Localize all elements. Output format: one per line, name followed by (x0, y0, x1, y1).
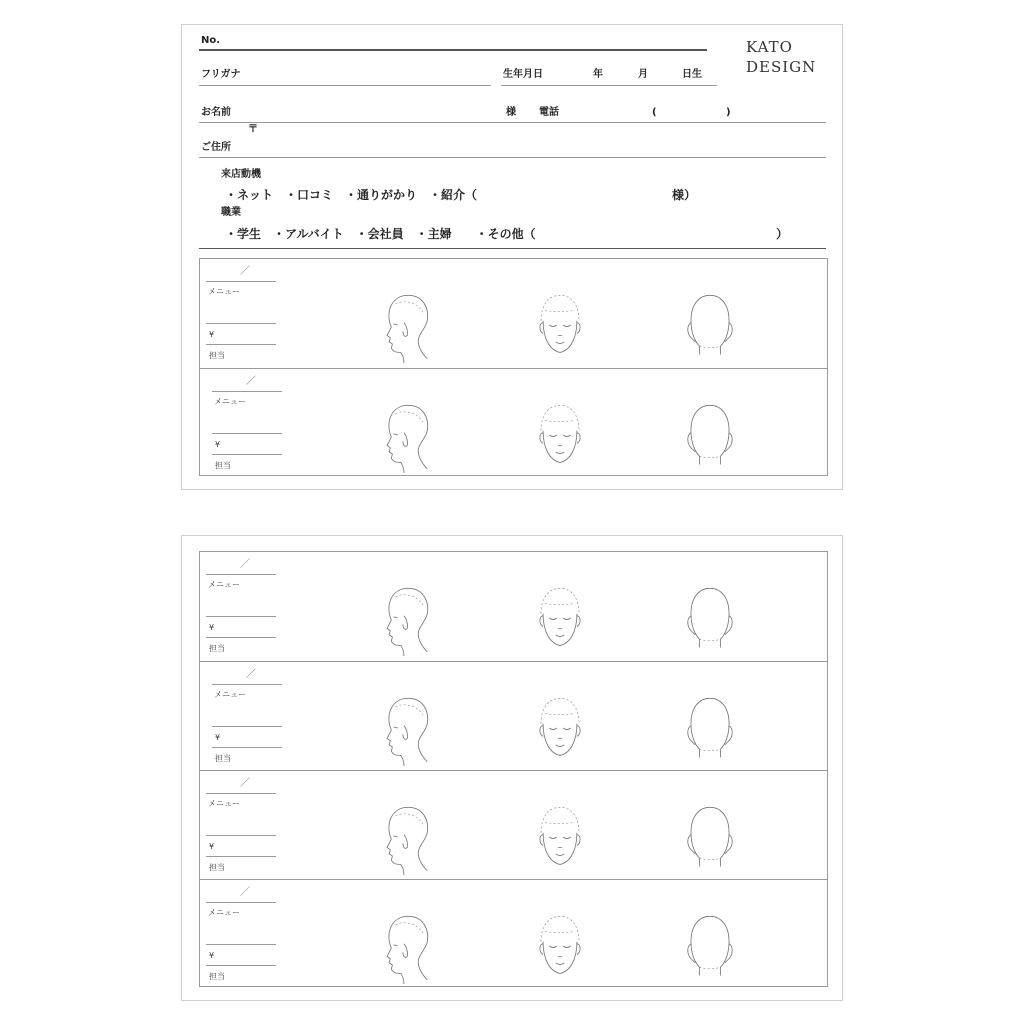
date-slash: ／ (240, 887, 250, 898)
date-slash: ／ (240, 266, 250, 277)
name-label: お名前 (201, 107, 231, 118)
staff-label: 担当 (215, 754, 231, 763)
sama-label: 様 (506, 107, 516, 118)
head-side-icon (372, 582, 436, 656)
head-front-icon (528, 399, 592, 473)
price-field[interactable] (206, 856, 276, 857)
yen-label: ¥ (215, 733, 221, 742)
visit-reason-heading: 来店動機 (221, 169, 261, 180)
head-back-icon (678, 692, 742, 766)
head-front-icon (528, 801, 592, 875)
price-field[interactable] (212, 454, 282, 455)
phone-label: 電話 (539, 107, 559, 118)
treatment-row (200, 661, 827, 771)
price-field[interactable] (212, 747, 282, 748)
address-field[interactable] (199, 157, 826, 158)
menu-field[interactable] (206, 323, 276, 324)
logo-line1: KATO (746, 38, 793, 56)
info-divider (199, 248, 826, 249)
yen-label: ¥ (209, 951, 215, 960)
phone-paren-close: ) (726, 107, 731, 118)
menu-field[interactable] (212, 726, 282, 727)
treatment-row (200, 770, 827, 880)
month-label: 月 (638, 69, 648, 80)
occupation-close: ） (776, 227, 789, 241)
date-field[interactable] (206, 902, 276, 903)
year-label: 年 (593, 69, 603, 80)
logo (746, 37, 816, 77)
name-phone-field[interactable] (199, 122, 826, 123)
visit-reason-options[interactable]: ・ネット ・口コミ ・通りがかり ・紹介（ (225, 188, 478, 202)
menu-label: メニュー (208, 580, 240, 589)
yen-label: ¥ (209, 842, 215, 851)
price-field[interactable] (206, 344, 276, 345)
head-back-icon (678, 582, 742, 656)
price-field[interactable] (206, 965, 276, 966)
no-label: No. (201, 35, 221, 46)
staff-label: 担当 (209, 863, 225, 872)
head-back-icon (678, 399, 742, 473)
visit-reason-sama: 様） (672, 188, 697, 202)
occupation-heading: 職業 (221, 207, 241, 218)
treatment-table (199, 258, 828, 476)
treatment-row (200, 259, 827, 368)
date-field[interactable] (206, 281, 276, 282)
no-underline (199, 49, 707, 51)
staff-label: 担当 (215, 461, 231, 470)
phone-paren-open: ( (652, 107, 657, 118)
date-field[interactable] (206, 793, 276, 794)
date-slash: ／ (246, 376, 256, 387)
head-front-icon (528, 289, 592, 363)
card-front (181, 24, 843, 490)
yen-label: ¥ (209, 330, 215, 339)
date-slash: ／ (246, 669, 256, 680)
menu-label: メニュー (208, 799, 240, 808)
menu-field[interactable] (206, 835, 276, 836)
staff-label: 担当 (209, 972, 225, 981)
furigana-label: フリガナ (201, 69, 241, 80)
menu-label: メニュー (208, 908, 240, 917)
address-label: ご住所 (201, 142, 231, 153)
treatment-row (200, 552, 827, 661)
logo-line2: DESIGN (746, 58, 817, 76)
date-slash: ／ (240, 778, 250, 789)
staff-label: 担当 (209, 351, 225, 360)
menu-field[interactable] (212, 433, 282, 434)
head-side-icon (372, 801, 436, 875)
treatment-row (200, 368, 827, 477)
head-side-icon (372, 399, 436, 473)
head-side-icon (372, 910, 436, 984)
treatment-table (199, 551, 828, 987)
yen-label: ¥ (209, 623, 215, 632)
date-field[interactable] (206, 574, 276, 575)
yen-label: ¥ (215, 440, 221, 449)
occupation-options[interactable]: ・学生 ・アルバイト ・会社員 ・主婦 ・その他（ (225, 227, 536, 241)
head-side-icon (372, 289, 436, 363)
card-back (181, 535, 843, 1001)
birthday-field[interactable] (501, 85, 717, 86)
postal-mark: 〒 (248, 124, 258, 135)
treatment-row (200, 879, 827, 988)
menu-field[interactable] (206, 944, 276, 945)
menu-field[interactable] (206, 616, 276, 617)
furigana-field[interactable] (199, 85, 491, 86)
birthday-label: 生年月日 (503, 69, 543, 80)
head-back-icon (678, 910, 742, 984)
head-front-icon (528, 692, 592, 766)
head-back-icon (678, 801, 742, 875)
menu-label: メニュー (208, 287, 240, 296)
price-field[interactable] (206, 637, 276, 638)
day-label: 日生 (682, 69, 702, 80)
menu-label: メニュー (214, 690, 246, 699)
staff-label: 担当 (209, 644, 225, 653)
date-slash: ／ (240, 559, 250, 570)
head-back-icon (678, 289, 742, 363)
date-field[interactable] (212, 684, 282, 685)
date-field[interactable] (212, 391, 282, 392)
head-side-icon (372, 692, 436, 766)
head-front-icon (528, 582, 592, 656)
menu-label: メニュー (214, 397, 246, 406)
head-front-icon (528, 910, 592, 984)
